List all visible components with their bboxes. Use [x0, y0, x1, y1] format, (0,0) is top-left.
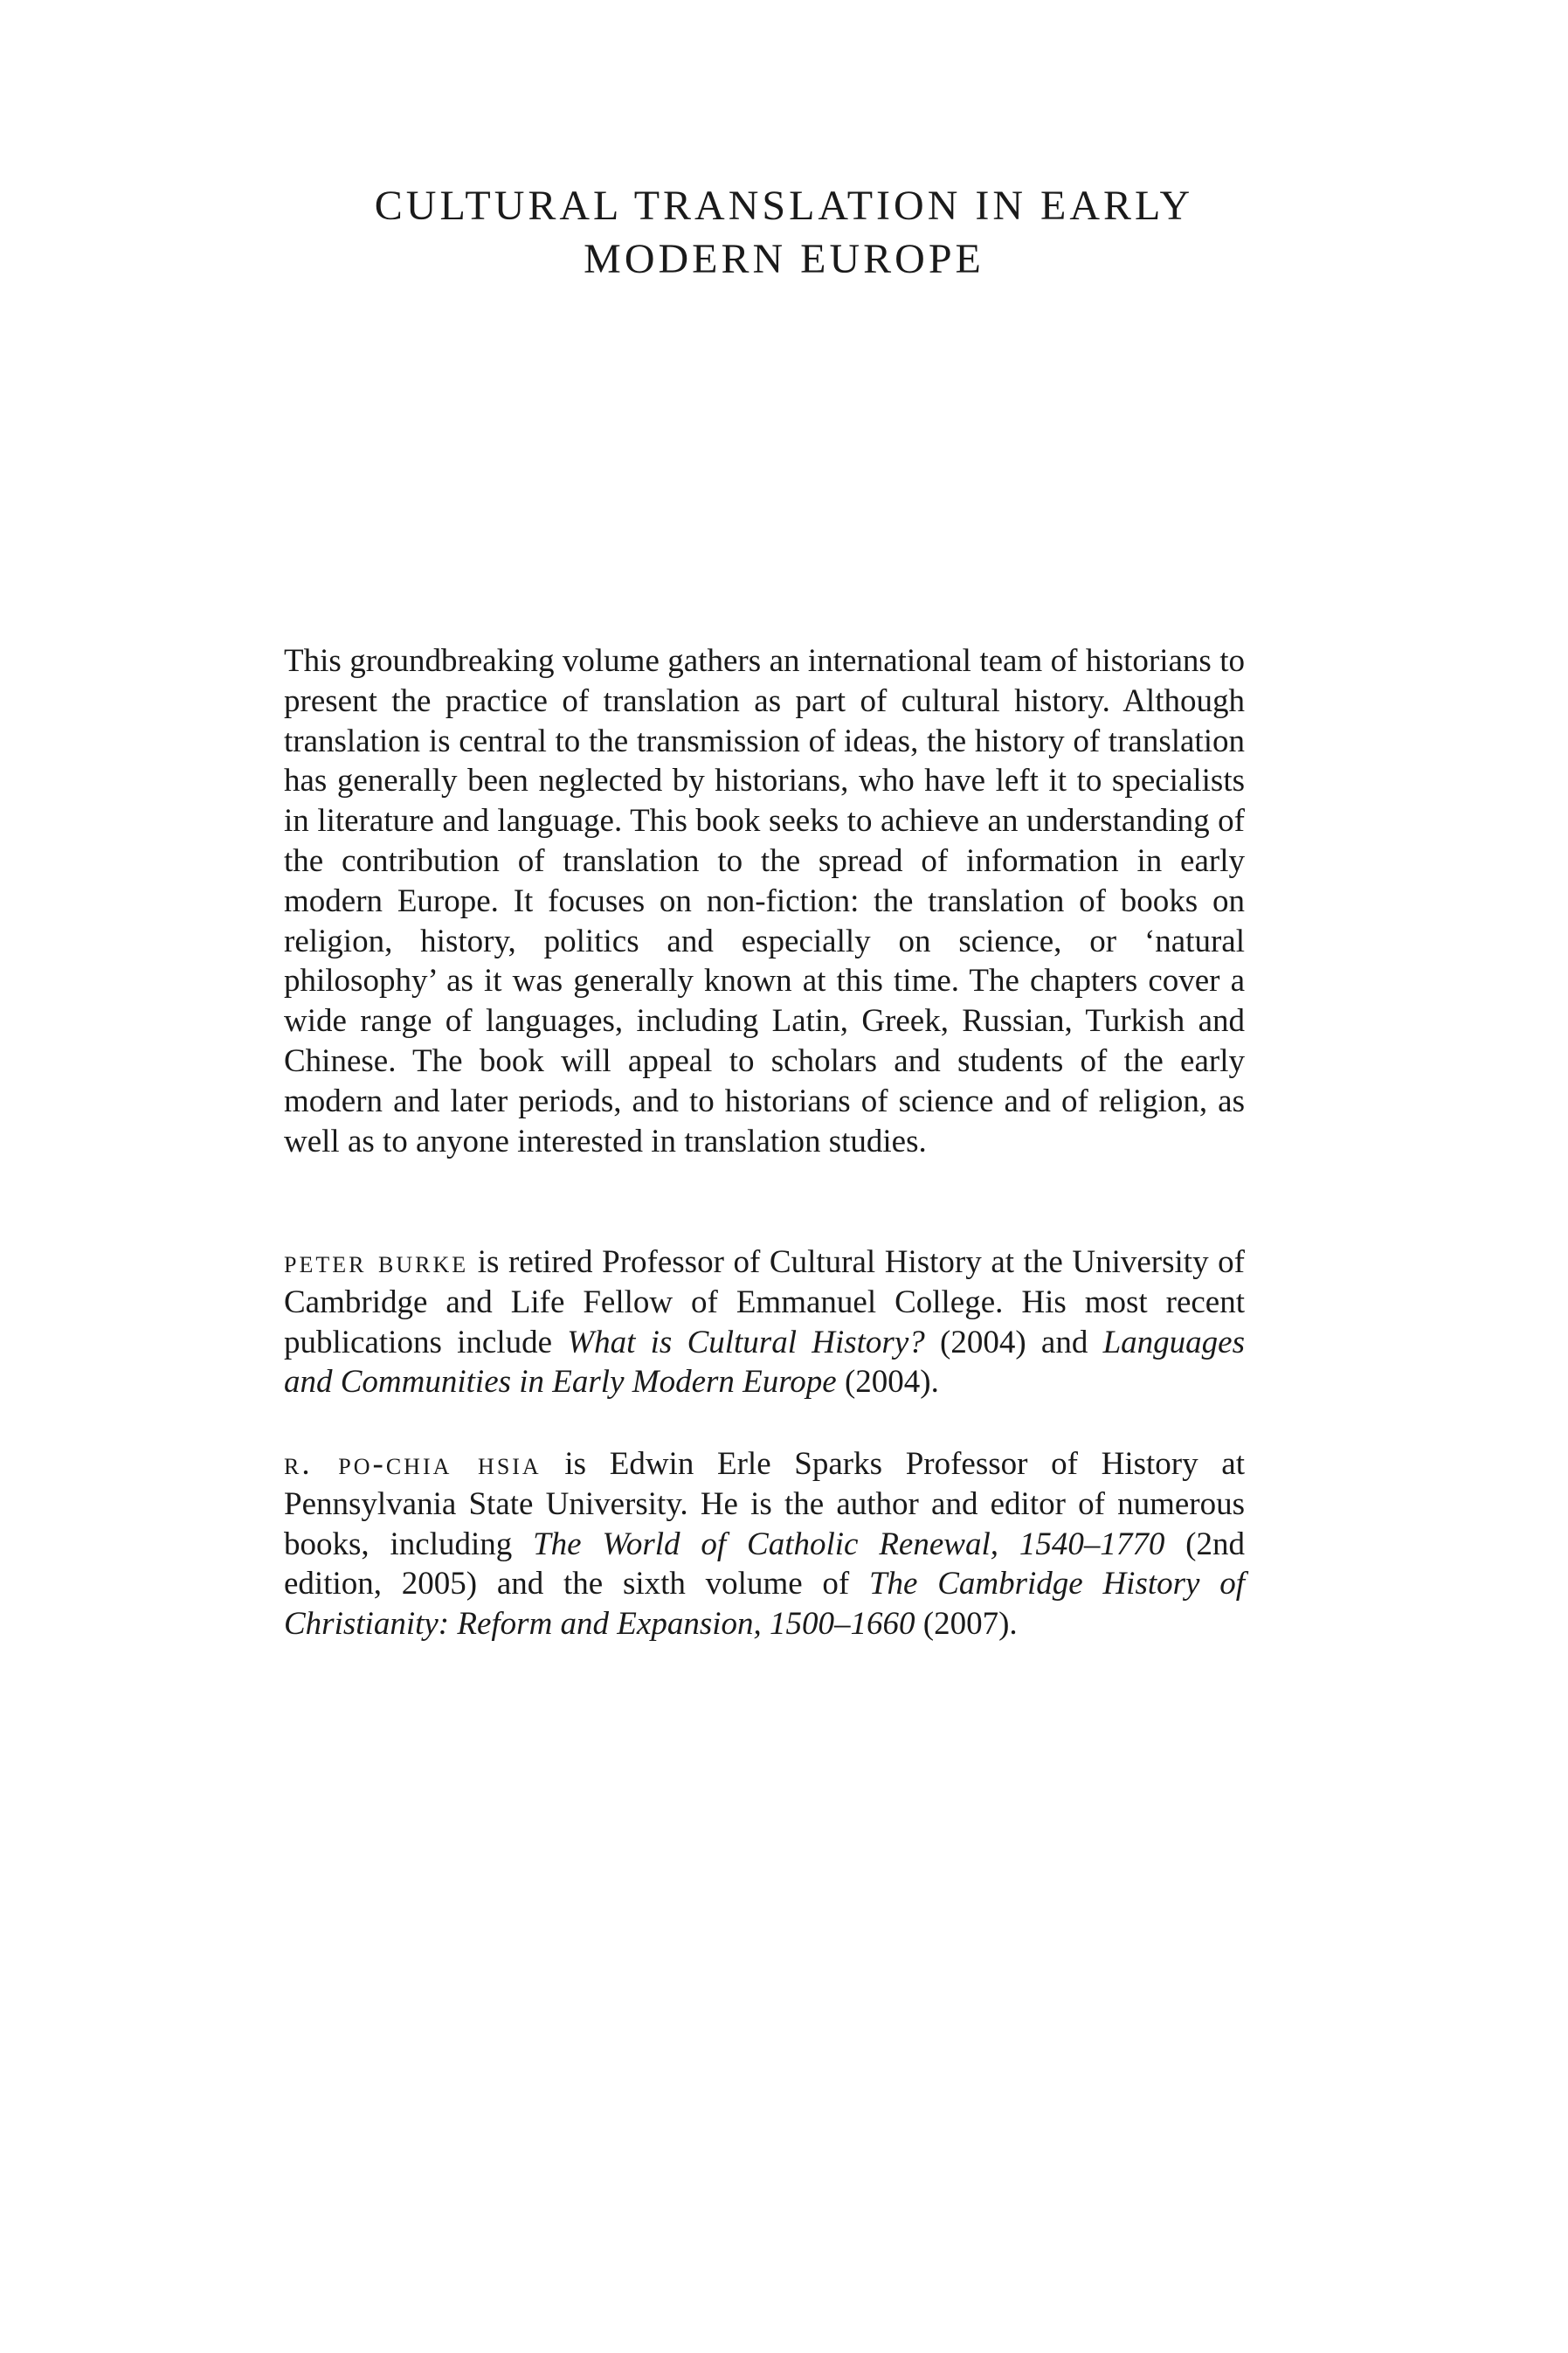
- editor-bio-peter-burke: [284, 1242, 1245, 1402]
- editor-name: peter burke: [284, 1244, 469, 1280]
- book-description: This groundbreaking volume gathers an international team of historians to present the practice of translation as part of cultural history. Although translation is central to the transmission of ideas, the history of translation has generally been neglected by historians, who have left it to specialists in literature and language. This book seeks to achieve an understanding of the contribution of translation to the spread of information in early modern Europe. It focuses on non-fiction: the translation of books on religion, history, politics and especially on science, or ‘natural philosophy’ as it was generally known at this time. The chapters cover a wide range of languages, including Latin, Greek, Russian, Turkish and Chinese. The book will appeal to scholars and students of the early modern and later periods, and to historians of science and of religion, as well as to anyone interested in translation studies.: [284, 643, 1245, 1159]
- editor-name: r. po-chia hsia: [284, 1446, 542, 1482]
- bio-text: (2004) and: [924, 1324, 1103, 1360]
- book-title-line-2: MODERN EUROPE: [584, 236, 984, 282]
- bio-text: (2004).: [836, 1364, 939, 1401]
- bio-text: (2nd edition, 2005) and the sixth volume of: [284, 1526, 1245, 1602]
- work-title: The Cambridge History of Christianity: Reform and Expansion, 1500–1660: [284, 1566, 1245, 1643]
- work-title: Languages and Communities in Early Modern Europe: [284, 1324, 1245, 1401]
- work-title: What is Cultural History?: [567, 1324, 925, 1360]
- bio-text: is Edwin Erle Sparks Professor of History at Pennsylvania State University. He is the author and editor of numerous books, including: [284, 1446, 1245, 1562]
- bio-text: is retired Professor of Cultural History at the University of Cambridge and Life Fellow of Emmanuel College. His most recent publications include: [284, 1244, 1245, 1360]
- work-title: The World of Catholic Renewal, 1540–1770: [533, 1526, 1165, 1562]
- bio-text: (2007).: [915, 1606, 1018, 1643]
- editor-bio-po-chia-hsia: [284, 1444, 1245, 1644]
- book-title: [0, 179, 1568, 286]
- book-title-line-1: CULTURAL TRANSLATION IN EARLY: [374, 183, 1194, 229]
